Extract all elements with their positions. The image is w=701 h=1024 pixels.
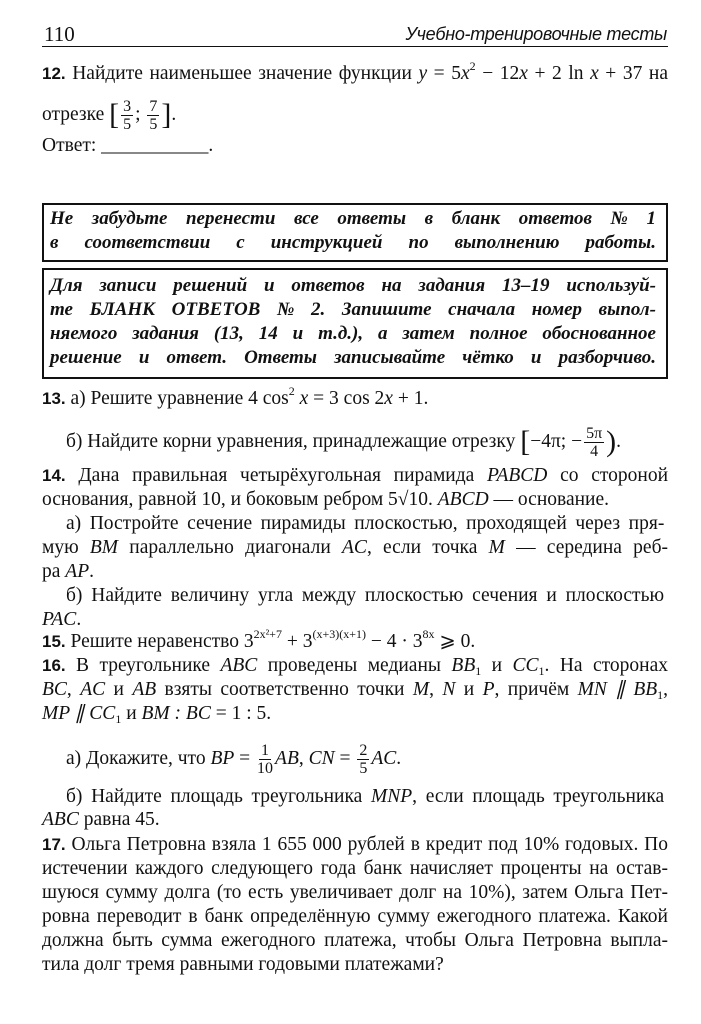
text-run: параллельно диагонали (118, 537, 343, 558)
text-line (66, 425, 621, 460)
math-var: BC (42, 679, 67, 700)
math-var: M (488, 537, 505, 558)
subscript: 1 (657, 688, 664, 702)
math-var: BM : BC (141, 703, 211, 724)
text-run: и (105, 679, 133, 700)
text-run: в соответствии с инструкцией по выполнению работы. (50, 232, 656, 253)
text-run: . (171, 103, 177, 125)
text-run: = (334, 747, 356, 769)
text-line (42, 678, 668, 702)
math-var: N (442, 679, 456, 700)
math-var: ABC (220, 655, 258, 676)
text-run: должна быть сумма ежегодного платежа, чтобы Ольга Петровна выпла- (42, 930, 668, 951)
text-run: и (455, 679, 483, 700)
fraction (257, 742, 273, 777)
text-run: шуюся сумму долга (то есть увеличивает долг на 10%), затем Ольга Пет- (42, 882, 668, 903)
text-run: , (298, 747, 309, 769)
numerator: 7 (149, 98, 158, 115)
numerator: 5π (586, 425, 603, 442)
text-run: — середина реб- (504, 537, 668, 558)
math-var: AP (65, 561, 90, 582)
bracket: ] (161, 97, 172, 131)
math-var: AB (132, 679, 157, 700)
box-text-line (50, 298, 656, 322)
math-var: y (418, 63, 428, 84)
text-run: Для записи решений и ответов на задания 13–19 используй- (50, 275, 656, 296)
math-var: x (384, 388, 393, 409)
text-line (66, 584, 664, 608)
text-line (42, 98, 176, 133)
math-var: AC (342, 537, 367, 558)
text-line (42, 905, 668, 929)
text-line (42, 560, 94, 584)
numerator: 3 (123, 98, 132, 115)
fraction (147, 98, 159, 133)
superscript: 2 (469, 59, 476, 73)
box-text-line (50, 274, 656, 298)
task-number: 14. (42, 466, 66, 485)
box-text-line (50, 231, 656, 255)
text-run: . На сторонах (544, 655, 669, 676)
text-line (66, 512, 664, 536)
fraction (357, 742, 369, 777)
task-number: 17. (42, 835, 66, 854)
text-run: Не забудьте перенести все ответы в бланк ответов № 1 (50, 208, 656, 229)
task-number: 16. (42, 656, 66, 675)
text-run: = 3 cos 2 (308, 388, 385, 409)
text-run: , если площадь треугольника (412, 786, 665, 807)
math-var: P (482, 679, 495, 700)
text-run: В треугольнике (65, 655, 221, 676)
math-var: BP (210, 747, 235, 769)
subscript: 1 (538, 664, 545, 678)
text-run: = 1 : 5. (210, 703, 272, 724)
running-title: Учебно-тренировочные тесты (405, 24, 667, 44)
page-number: 110 (44, 22, 75, 46)
text-run: взяты соответственно точки (156, 679, 413, 700)
text-run: −4π; − (530, 430, 583, 452)
text-line (42, 833, 668, 857)
text-line (66, 785, 664, 809)
text-run: − 12 (475, 63, 520, 84)
subscript: 1 (115, 712, 122, 726)
text-run: б) Найдите площадь треугольника (66, 786, 371, 807)
math-var: x (299, 388, 309, 409)
superscript: (x+3)(x+1) (312, 627, 366, 641)
denominator: 4 (590, 443, 599, 460)
math-var: BB (451, 655, 476, 676)
text-run: мую (42, 537, 90, 558)
superscript: 2x²+7 (253, 627, 282, 641)
text-line (42, 384, 429, 411)
task-number: 12. (42, 64, 66, 83)
text-run: + 3 (281, 631, 313, 652)
text-run: и (481, 655, 513, 676)
math-var: MN ∥ BB (577, 679, 658, 700)
text-run: истечении каждого следующего года банк начисляет проценты на остав- (42, 858, 668, 879)
math-var: PAC (42, 609, 77, 630)
denominator: 5 (149, 116, 158, 133)
math-var: MP ∥ CC (42, 703, 116, 724)
task-number: 15. (42, 632, 66, 651)
text-run: , если точка (366, 537, 489, 558)
text-run: + 1. (392, 388, 429, 409)
superscript: 8x (422, 627, 435, 641)
text-run: ровна переводит в банк определённую сумму ежегодного платежа. Какой (42, 906, 668, 927)
math-var: ABCD (437, 489, 489, 510)
text-run: ⩾ 0. (434, 631, 476, 652)
bracket: [ (520, 424, 531, 458)
text-run: = 5 (427, 63, 461, 84)
math-var: AB (275, 747, 299, 769)
text-run: со стороной (547, 465, 669, 486)
text-run: , (429, 679, 443, 700)
text-run: решение и ответ. Ответы записывайте чётко и разборчиво. (50, 347, 656, 368)
text-run: равна 45. (78, 809, 160, 830)
text-run: Дана правильная четырёхугольная пирамида (65, 465, 488, 486)
subscript: 1 (475, 664, 482, 678)
math-var: AC (80, 679, 106, 700)
text-line (42, 627, 476, 654)
text-line (42, 808, 160, 832)
math-var: ABC (42, 809, 79, 830)
text-run: ра (42, 561, 66, 582)
text-line (42, 134, 213, 158)
math-var: x (590, 63, 599, 84)
text-run: . (89, 561, 94, 582)
text-run: , (66, 679, 81, 700)
box-text-line (50, 322, 656, 346)
text-line (66, 742, 401, 777)
math-var: MNP (370, 786, 413, 807)
text-run: . (396, 747, 402, 769)
text-run: , причём (494, 679, 578, 700)
math-var: PABCD (487, 465, 548, 486)
text-run: + 2 ln (527, 63, 591, 84)
text-line (42, 488, 609, 512)
text-line (42, 654, 668, 678)
math-var: BM (89, 537, 119, 558)
superscript: 2 (288, 384, 295, 398)
text-run: ; (135, 103, 146, 125)
text-run: а) Докажите, что (66, 747, 211, 769)
math-var: CN (308, 747, 335, 769)
denominator: 5 (359, 760, 368, 777)
box-text-line (50, 207, 656, 231)
text-run: , (663, 679, 669, 700)
text-run: = (234, 747, 256, 769)
text-run: а) Решите уравнение 4 cos (65, 388, 289, 409)
text-run: б) Найдите величину угла между плоскостью сечения и плоскостью (66, 585, 665, 606)
box-text-line (50, 346, 656, 370)
text-run: основания, равной 10, и боковым ребром 5√10. (42, 489, 438, 510)
math-var: x (519, 63, 528, 84)
text-run: − 4 · 3 (365, 631, 423, 652)
bracket: ) (606, 424, 617, 458)
text-run: проведены медианы (257, 655, 452, 676)
text-line (42, 857, 668, 881)
text-line (42, 608, 81, 632)
header-rule (42, 46, 668, 47)
text-run: + 37 на (598, 63, 669, 84)
bracket: [ (109, 97, 120, 131)
text-run: те БЛАНК ОТВЕТОВ № 2. Запишите сначала номер выпол- (50, 299, 656, 320)
math-var: AC (371, 747, 397, 769)
text-line (42, 464, 668, 488)
text-line (42, 536, 668, 560)
denominator: 5 (123, 116, 132, 133)
numerator: 2 (359, 742, 368, 759)
text-run: Ольга Петровна взяла 1 655 000 рублей в кредит под 10% годовых. По (65, 834, 668, 855)
text-line (42, 929, 668, 953)
math-var: M (412, 679, 430, 700)
text-line (42, 59, 669, 86)
text-run: Решите неравенство 3 (65, 631, 254, 652)
text-run: отрезке (42, 103, 110, 125)
text-line (42, 953, 444, 977)
denominator: 10 (257, 760, 274, 777)
fraction (121, 98, 133, 133)
text-run: Найдите наименьшее значение функции (65, 63, 419, 84)
text-run: няемого задания (13, 14 и т.д.), а затем полное обоснованное (50, 323, 656, 344)
numerator: 1 (261, 742, 270, 759)
text-run: тила долг тремя равными годовыми платежами? (42, 954, 444, 975)
fraction (584, 425, 604, 460)
text-run: . (76, 609, 82, 630)
text-run: б) Найдите корни уравнения, принадлежащие отрезку (66, 430, 521, 452)
text-line (42, 881, 668, 905)
text-run: . (616, 430, 622, 452)
text-run: — основание. (488, 489, 610, 510)
text-run: а) Постройте сечение пирамиды плоскостью, проходящей через пря- (66, 513, 665, 534)
task-number: 13. (42, 389, 66, 408)
text-run: и (121, 703, 142, 724)
math-var: x (460, 63, 470, 84)
text-line (42, 702, 271, 726)
math-var: CC (512, 655, 539, 676)
text-run: Ответ: ___________. (42, 135, 214, 156)
